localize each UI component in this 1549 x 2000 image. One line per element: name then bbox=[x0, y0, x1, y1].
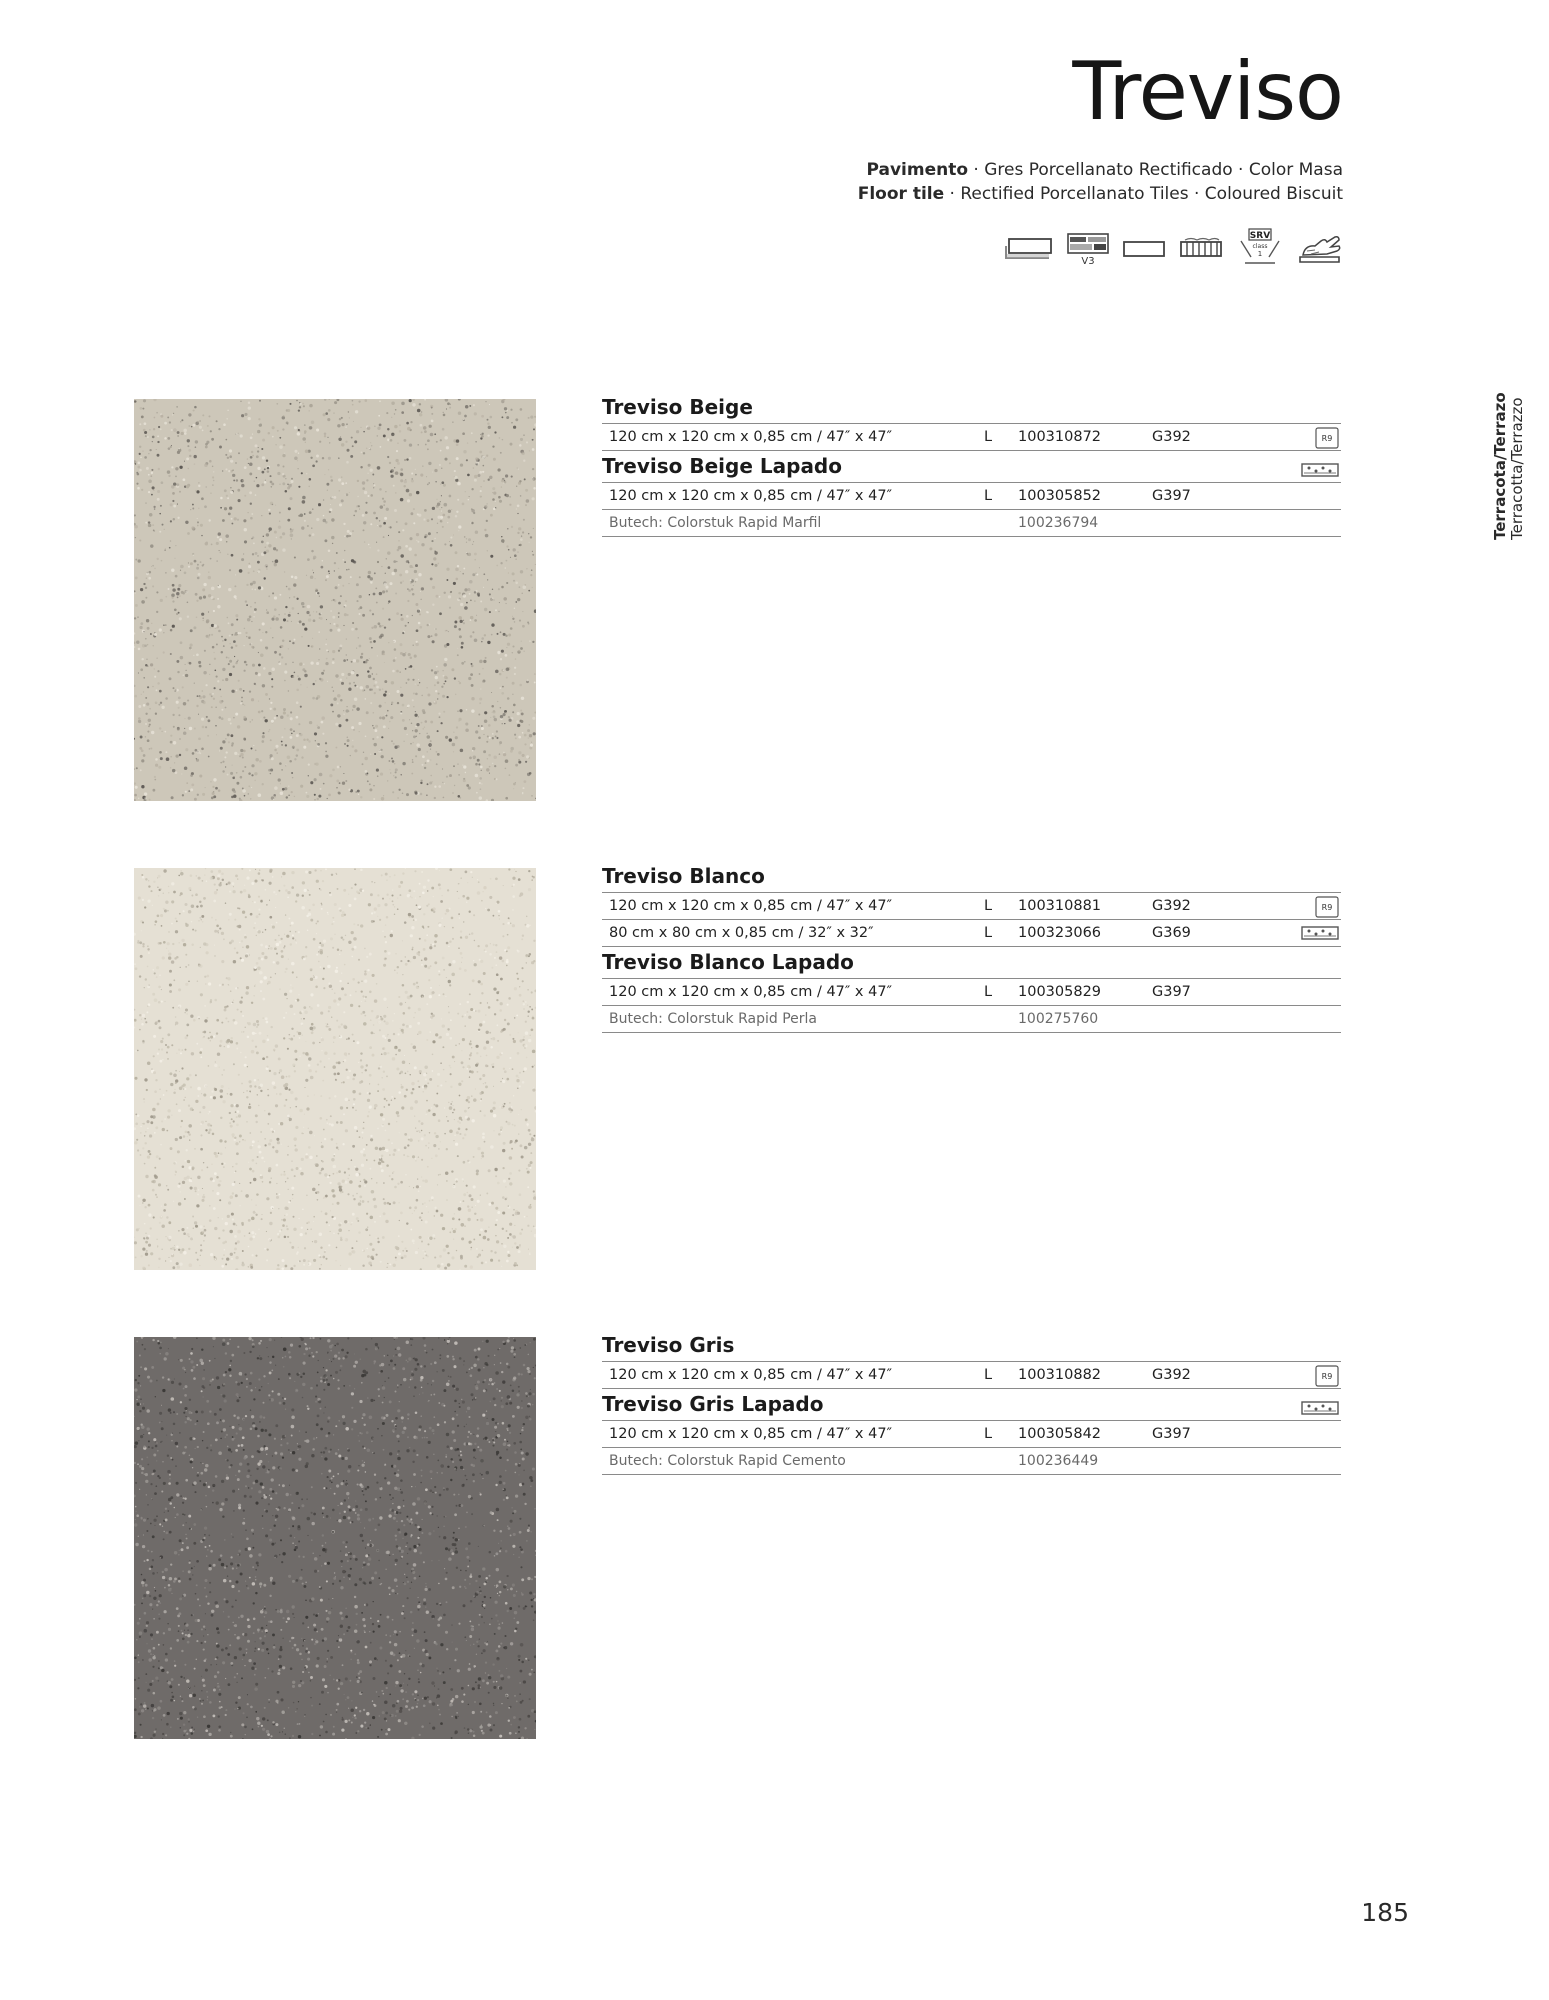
svg-text:V3: V3 bbox=[1081, 256, 1095, 266]
product-name-lapado: Treviso Beige Lapado bbox=[602, 451, 1341, 483]
table-row: 120 cm x 120 cm x 0,85 cm / 47″ x 47″ L 100305842 G397 bbox=[602, 1421, 1341, 1448]
table-row: 120 cm x 120 cm x 0,85 cm / 47″ x 47″ L 100305852 G397 bbox=[602, 483, 1341, 510]
table-row: 120 cm x 120 cm x 0,85 cm / 47″ x 47″ L 100305829 G397 bbox=[602, 979, 1341, 1006]
product-name-lapado: Treviso Blanco Lapado bbox=[602, 947, 1341, 979]
table-row: 80 cm x 80 cm x 0,85 cm / 32″ x 32″ L 100323066 G369 bbox=[602, 920, 1341, 947]
product-name-lapado: Treviso Gris Lapado bbox=[602, 1389, 1341, 1421]
page-number: 185 bbox=[1361, 1898, 1409, 1927]
accessory-row: Butech: Colorstuk Rapid Cemento 100236449 bbox=[602, 1448, 1341, 1475]
product-name: Treviso Gris bbox=[602, 1330, 1341, 1362]
category-side-label bbox=[1492, 392, 1526, 540]
floor-tile-icon bbox=[1005, 236, 1053, 266]
hand-polished-icon bbox=[1297, 233, 1343, 269]
through-body-icon bbox=[1179, 236, 1223, 266]
product-treviso-blanco bbox=[602, 861, 1341, 1033]
tile-swatch-gris bbox=[134, 1337, 536, 1739]
tile-swatch-blanco bbox=[134, 868, 536, 1270]
r9-slip-badge bbox=[1315, 427, 1339, 453]
product-name: Treviso Beige bbox=[602, 392, 1341, 424]
product-treviso-gris bbox=[602, 1330, 1341, 1475]
lapado-finish-icon bbox=[1301, 924, 1339, 946]
r9-slip-badge bbox=[1315, 896, 1339, 922]
svg-text:class: class bbox=[1252, 243, 1268, 250]
svg-text:1: 1 bbox=[1257, 250, 1263, 258]
r9-slip-badge bbox=[1315, 1365, 1339, 1391]
product-subtitle bbox=[858, 158, 1343, 206]
table-row: 120 cm x 120 cm x 0,85 cm / 47″ x 47″ L 100310872 G392 R9 bbox=[602, 424, 1341, 451]
svg-text:SRV: SRV bbox=[1249, 231, 1271, 241]
technical-icons bbox=[1005, 226, 1343, 276]
srv-class-1-icon bbox=[1237, 227, 1283, 275]
accessory-row: Butech: Colorstuk Rapid Marfil 100236794 bbox=[602, 510, 1341, 537]
page-title: Treviso bbox=[1072, 45, 1343, 138]
subtitle-english: Floor tile · Rectified Porcellanato Tiles · Coloured Biscuit bbox=[857, 184, 1343, 204]
rectified-edge-icon bbox=[1123, 238, 1165, 264]
product-name: Treviso Blanco bbox=[602, 861, 1341, 893]
tile-swatch-beige bbox=[134, 399, 536, 801]
category-label-es: Terracota/Terrazo bbox=[1491, 392, 1509, 540]
table-row: 120 cm x 120 cm x 0,85 cm / 47″ x 47″ L 100310881 G392 R9 bbox=[602, 893, 1341, 920]
category-label-en: Terracotta/Terrazzo bbox=[1508, 397, 1526, 540]
v3-shade-variation-icon bbox=[1067, 232, 1109, 270]
accessory-row: Butech: Colorstuk Rapid Perla 100275760 bbox=[602, 1006, 1341, 1033]
table-row: 120 cm x 120 cm x 0,85 cm / 47″ x 47″ L 100310882 G392 R9 bbox=[602, 1362, 1341, 1389]
subtitle-spanish: Pavimento · Gres Porcellanato Rectificado · Color Masa bbox=[866, 160, 1343, 180]
product-treviso-beige bbox=[602, 392, 1341, 537]
